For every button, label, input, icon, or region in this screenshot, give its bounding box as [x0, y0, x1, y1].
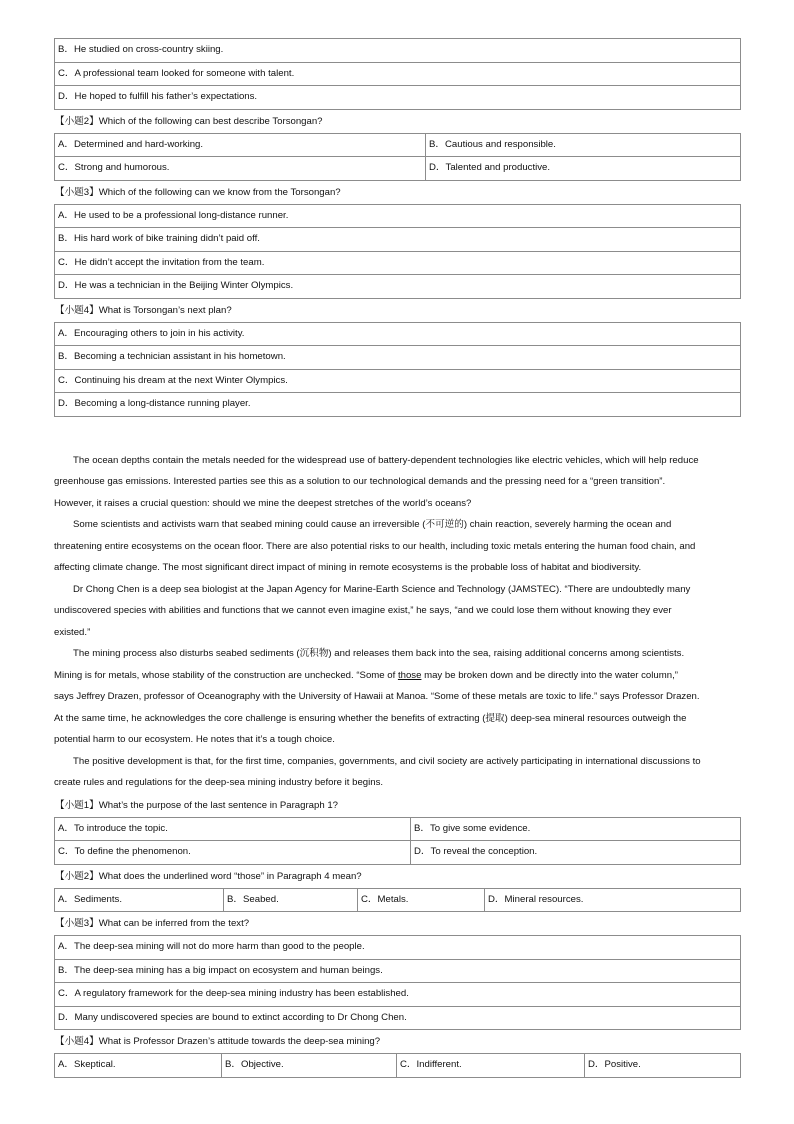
option-d[interactable]: D．He was a technician in the Beijing Winter Olympics.: [55, 275, 741, 299]
option-c[interactable]: C．A regulatory framework for the deep-sea mining industry has been established.: [55, 983, 741, 1007]
question-stem: 【小题2】Which of the following can best describe Torsongan?: [55, 115, 323, 127]
option-c[interactable]: C．A professional team looked for someone with talent.: [55, 62, 741, 86]
option-a[interactable]: A．Encouraging others to join in his activity.: [55, 322, 741, 346]
p2-q4-options-table: [54, 1053, 741, 1078]
passage-text: may be broken down and be directly into the water column,”: [421, 669, 678, 681]
option-d[interactable]: D．Talented and productive.: [426, 157, 741, 181]
question-stem: 【小题3】Which of the following can we know from the Torsongan?: [55, 186, 341, 198]
option-b[interactable]: B．His hard work of bike training didn’t paid off.: [55, 228, 741, 252]
passage-line: affecting climate change. The most significant direct impact of mining in remote ecosystems is the probable loss of habitat and biodiversity.: [54, 562, 642, 573]
option-c[interactable]: C．He didn’t accept the invitation from the team.: [55, 251, 741, 275]
passage-line: Dr Chong Chen is a deep sea biologist at the Japan Agency for Marine-Earth Science and Technology (JAMSTEC). “There are undoubtedly many: [73, 583, 691, 595]
option-c[interactable]: C．To define the phenomenon.: [55, 841, 411, 865]
reading-passage: [54, 450, 741, 794]
option-d[interactable]: D．Many undiscovered species are bound to extinct according to Dr Chong Chen.: [55, 1006, 741, 1030]
option-d[interactable]: D．Becoming a long-distance running player.: [55, 393, 741, 417]
option-d[interactable]: D．Mineral resources.: [485, 888, 741, 912]
question-stem: 【小题4】What is Torsongan’s next plan?: [55, 304, 232, 316]
underlined-word: those: [397, 669, 422, 681]
passage-line: However, it raises a crucial question: should we mine the deepest stretches of the world’s oceans?: [54, 497, 472, 509]
option-b[interactable]: B．Becoming a technician assistant in his hometown.: [55, 346, 741, 370]
option-d[interactable]: D．Positive.: [585, 1054, 741, 1078]
passage-text: Mining is for metals, whose stability of the construction are unchecked. “Some of: [54, 669, 398, 681]
option-b[interactable]: B．To give some evidence.: [411, 817, 741, 841]
passage-line: The positive development is that, for the first time, companies, governments, and civil society are actively participating in international discussions to: [73, 755, 701, 767]
option-a[interactable]: A．The deep-sea mining will not do more harm than good to the people.: [55, 936, 741, 960]
option-a[interactable]: A．To introduce the topic.: [55, 817, 411, 841]
p2-q1-options-table: [54, 817, 741, 865]
option-d[interactable]: D．He hoped to fulfill his father’s expectations.: [55, 86, 741, 110]
option-d[interactable]: D．To reveal the conception.: [411, 841, 741, 865]
option-c[interactable]: C．Indifferent.: [397, 1054, 585, 1078]
question-stem: 【小题4】What is Professor Drazen’s attitude towards the deep-sea mining?: [55, 1036, 381, 1047]
option-b[interactable]: B．Cautious and responsible.: [426, 133, 741, 157]
q2-options-table: [54, 133, 741, 181]
passage-line: Some scientists and activists warn that seabed mining could cause an irreversible (不可逆的) chain reaction, severely harming the ocean and: [73, 519, 672, 530]
exam-page: [54, 38, 741, 1078]
passage-line: says Jeffrey Drazen, professor of Oceanography with the University of Hawaii at Manoa. “Some of these metals are toxic to life.” says Professor Drazen.: [54, 691, 700, 702]
passage-line: greenhouse gas emissions. Interested parties see this as a solution to our technological demands and the pressing need for a “green transition”.: [54, 476, 666, 487]
passage-line: create rules and regulations for the deep-sea mining industry before it begins.: [54, 777, 384, 788]
passage-line: undiscovered species with abilities and functions that we cannot even imagine exist,” he says, “and we could lose them without knowing they ever: [54, 605, 672, 616]
q1-options-table: [54, 38, 741, 110]
option-b[interactable]: B．He studied on cross-country skiing.: [55, 39, 741, 63]
p2-q2-options-table: [54, 888, 741, 913]
passage-line: [54, 665, 741, 687]
option-b[interactable]: B．Objective.: [222, 1054, 397, 1078]
option-a[interactable]: A．Skeptical.: [55, 1054, 222, 1078]
q3-options-table: [54, 204, 741, 299]
option-a[interactable]: A．Determined and hard-working.: [55, 133, 426, 157]
passage-line: threatening entire ecosystems on the ocean floor. There are also potential risks to our health, including toxic metals entering the human food chain, and: [54, 540, 696, 552]
option-c[interactable]: C．Strong and humorous.: [55, 157, 426, 181]
option-a[interactable]: A．He used to be a professional long-distance runner.: [55, 204, 741, 228]
p2-q3-options-table: [54, 935, 741, 1030]
passage-line: potential harm to our ecosystem. He notes that it’s a tough choice.: [54, 734, 335, 745]
option-c[interactable]: C．Continuing his dream at the next Winter Olympics.: [55, 369, 741, 393]
passage-line: existed.”: [54, 626, 91, 638]
option-a[interactable]: A．Sediments.: [55, 888, 224, 912]
passage-line: At the same time, he acknowledges the core challenge is ensuring whether the benefits of extracting (提取) deep-sea mineral resources outweigh the: [54, 712, 687, 724]
question-stem: 【小题1】What’s the purpose of the last sentence in Paragraph 1?: [55, 799, 338, 811]
option-b[interactable]: B．Seabed.: [224, 888, 358, 912]
question-stem: 【小题3】What can be inferred from the text?: [55, 918, 250, 929]
option-b[interactable]: B．The deep-sea mining has a big impact on ecosystem and human beings.: [55, 959, 741, 983]
q4-options-table: [54, 322, 741, 417]
option-c[interactable]: C．Metals.: [358, 888, 485, 912]
passage-line: The ocean depths contain the metals needed for the widespread use of battery-dependent technologies like electric vehicles, which will help reduce: [73, 454, 699, 466]
passage-line: The mining process also disturbs seabed sediments (沉积物) and releases them back into the sea, raising additional concerns among scientists.: [73, 648, 685, 659]
question-stem: 【小题2】What does the underlined word “those” in Paragraph 4 mean?: [55, 870, 362, 882]
